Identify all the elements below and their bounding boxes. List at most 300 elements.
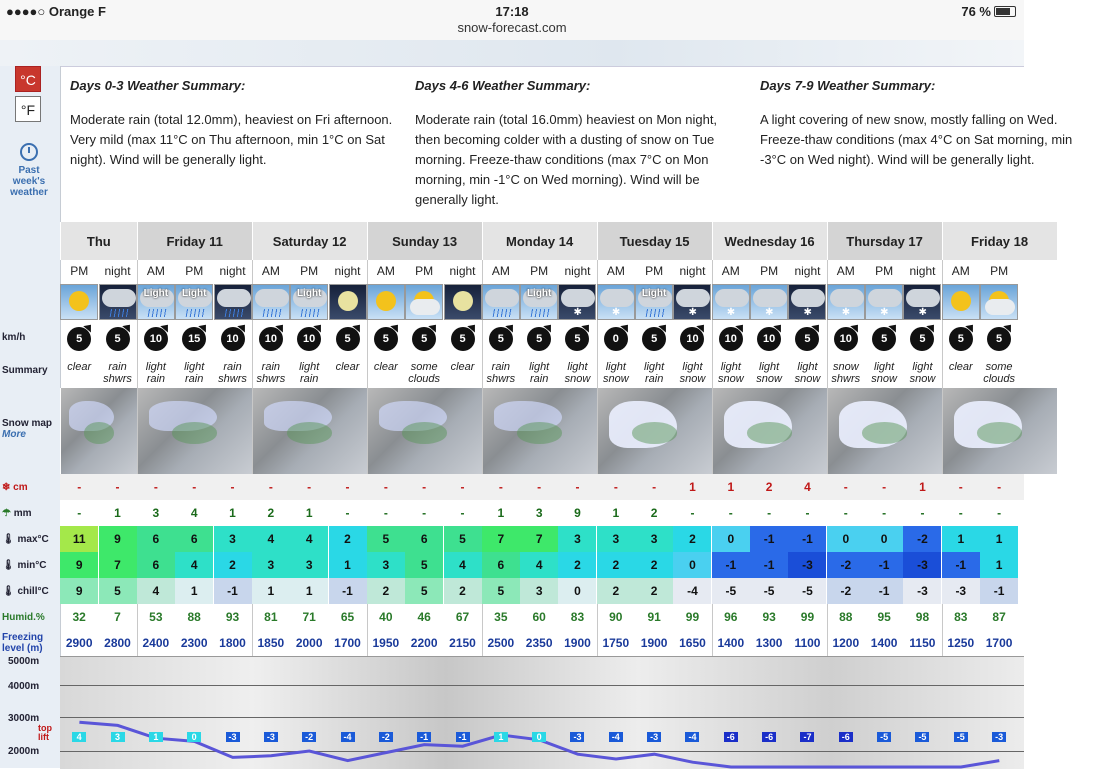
day-header: Saturday 12 [252, 222, 367, 260]
top-lift-temp: 1 [149, 732, 163, 742]
max-temp-label: 🌡 max°C [2, 534, 49, 545]
period-label: AM [146, 264, 165, 278]
weather-icon [99, 284, 137, 320]
celsius-toggle[interactable]: °C [15, 66, 41, 92]
rain-mm-cell: - [77, 506, 82, 520]
period-label: night [794, 264, 821, 278]
rain-mm-cell: 1 [305, 506, 313, 520]
wind-arrow-icon: 10 [680, 327, 704, 351]
snow-map-thumbnail[interactable] [252, 388, 367, 474]
chill-temp-cell: -5 [712, 578, 750, 604]
max-temp-cell: 2 [329, 526, 367, 552]
humidity-cell: 88 [839, 610, 853, 624]
period-label: night [219, 264, 246, 278]
period-label: PM [760, 264, 779, 278]
snow-map-thumbnail[interactable] [942, 388, 1057, 474]
humidity-cell: 88 [187, 610, 201, 624]
min-temp-cell: 9 [60, 552, 98, 578]
weather-phrase: light snow [909, 361, 936, 385]
humidity-cell: 7 [114, 610, 121, 624]
period-label: night [564, 264, 591, 278]
freezing-level-cell: 1800 [219, 636, 246, 650]
weather-phrase: rain shwrs [103, 361, 132, 385]
top-lift-temp: -4 [341, 732, 355, 742]
period-label: night [449, 264, 476, 278]
wind-arrow-icon: 5 [412, 327, 436, 351]
top-lift-temp: -4 [609, 732, 623, 742]
wind-arrow-icon: 10 [719, 327, 743, 351]
humidity-cell: 46 [417, 610, 431, 624]
rain-mm-cell: 2 [650, 506, 658, 520]
chart-4000-label: 4000m [8, 681, 40, 692]
min-temp-cell: 4 [444, 552, 482, 578]
snow-cm-cell: - [460, 480, 465, 494]
chill-temp-cell: 1 [290, 578, 328, 604]
rain-mm-cell: 1 [229, 506, 236, 520]
wind-arrow-icon: 15 [182, 327, 206, 351]
weather-icon [482, 284, 520, 320]
period-label: AM [606, 264, 625, 278]
weather-icon [329, 284, 367, 320]
max-temp-cell: 3 [635, 526, 673, 552]
snow-cm-cell: - [882, 480, 887, 494]
top-lift-temp: -6 [724, 732, 738, 742]
chill-temp-cell: 5 [405, 578, 443, 604]
period-label: AM [721, 264, 740, 278]
rain-mm-cell: - [422, 506, 427, 520]
top-lift-temp: -5 [877, 732, 891, 742]
wind-speed [405, 322, 443, 356]
max-temp-row [60, 526, 1024, 552]
period-label: PM [875, 264, 894, 278]
period-label: AM [261, 264, 280, 278]
weather-phrase: light rain [184, 361, 205, 385]
top-lift-temp: -3 [992, 732, 1006, 742]
page-banner [0, 40, 1024, 67]
humidity-cell: 93 [762, 610, 776, 624]
wind-speed [597, 322, 635, 356]
rain-mm-cell: - [958, 506, 963, 520]
snow-map-thumbnail[interactable] [712, 388, 827, 474]
max-temp-cell: -1 [750, 526, 788, 552]
freezing-level-cell: 2350 [525, 636, 553, 650]
weather-phrase: light rain [145, 361, 166, 385]
chill-temp-cell: 2 [367, 578, 405, 604]
wind-arrow-icon: 10 [834, 327, 858, 351]
weather-phrase: clear [948, 361, 973, 373]
freezing-level-cell: 1400 [717, 636, 745, 650]
weather-icon [214, 284, 252, 320]
chill-temp-cell: 5 [99, 578, 137, 604]
humidity-cell: 53 [149, 610, 163, 624]
min-temp-cell: 4 [520, 552, 558, 578]
humidity-cell: 83 [570, 610, 585, 624]
weather-icon: Light [137, 284, 175, 320]
rain-mm-cell: 1 [114, 506, 121, 520]
freezing-level-cell: 2200 [410, 636, 438, 650]
weather-phrase: light rain [644, 361, 665, 385]
snow-cm-cell: - [498, 480, 503, 494]
status-bar [0, 0, 1024, 40]
freezing-level-cell: 1650 [679, 636, 706, 650]
top-lift-temp: 4 [72, 732, 86, 742]
snow-cm-cell: 1 [727, 480, 735, 494]
min-temp-cell: 2 [214, 552, 252, 578]
wind-arrow-icon: 5 [489, 327, 513, 351]
weather-icon: Light [290, 284, 328, 320]
rain-mm-cell: 9 [574, 506, 581, 520]
wind-arrow-icon: 5 [527, 327, 551, 351]
max-temp-cell: 3 [597, 526, 635, 552]
wind-arrow-icon: 5 [336, 327, 360, 351]
wind-speed [252, 322, 290, 356]
min-temp-cell: -1 [865, 552, 903, 578]
rain-mm-cell: 1 [612, 506, 620, 520]
chill-temp-cell: -2 [827, 578, 865, 604]
top-lift-temp: -3 [226, 732, 240, 742]
min-temp-cell: 6 [482, 552, 520, 578]
snowmap-label[interactable]: Snow map More [2, 418, 60, 440]
wind-speed [903, 322, 941, 356]
weather-phrase: light snow [717, 361, 744, 385]
wind-arrow-icon: 5 [374, 327, 398, 351]
wind-arrow-icon: 5 [872, 327, 896, 351]
wind-arrow-icon: 10 [144, 327, 168, 351]
chill-temp-cell: 2 [444, 578, 482, 604]
chill-temp-cell: 1 [175, 578, 213, 604]
humidity-cell: 32 [72, 610, 86, 624]
weather-icon: Light [635, 284, 673, 320]
wind-arrow-icon: 0 [604, 327, 628, 351]
rain-mm-cell: - [345, 506, 350, 520]
clock-icon [20, 143, 38, 161]
day-header: Monday 14 [482, 222, 597, 260]
rain-mm-label: ☂ mm [2, 508, 32, 519]
rain-mm-cell: - [383, 506, 388, 520]
battery-icon [994, 6, 1016, 17]
freezing-level-chart [60, 656, 1024, 769]
max-temp-cell: 4 [290, 526, 328, 552]
snow-cm-cell: - [153, 480, 158, 494]
min-temp-cell: 0 [673, 552, 711, 578]
snow-map-thumbnail[interactable] [597, 388, 712, 474]
weather-icon: ✱ [558, 284, 596, 320]
weather-icon: ✱ [788, 284, 826, 320]
wind-speed [788, 322, 826, 356]
freezing-level-cell: 2400 [142, 636, 170, 650]
chill-temp-cell: 2 [597, 578, 635, 604]
summary-label: Summary [2, 365, 48, 376]
chart-2000-label: 2000m [8, 746, 40, 757]
day-header: Friday 18 [942, 222, 1057, 260]
snow-cm-cell: - [997, 480, 1002, 494]
top-lift-temp: 0 [532, 732, 546, 742]
rain-mm-cell: 3 [152, 506, 160, 520]
chill-temp-cell: 1 [252, 578, 290, 604]
top-lift-temp: -3 [264, 732, 278, 742]
max-temp-cell: 6 [137, 526, 175, 552]
wind-speed [673, 322, 711, 356]
chill-temp-cell: -1 [980, 578, 1018, 604]
snow-cm-cell: - [422, 480, 427, 494]
humidity-label: Humid.% [2, 612, 45, 623]
max-temp-cell: 0 [712, 526, 750, 552]
snow-cm-cell: - [613, 480, 618, 494]
max-temp-cell: 1 [980, 526, 1018, 552]
min-temp-cell: 3 [290, 552, 328, 578]
weather-phrase: light snow [564, 361, 591, 385]
min-temp-cell: 2 [635, 552, 673, 578]
snow-cm-row [60, 474, 1024, 500]
wind-speed [214, 322, 252, 356]
wind-speed [329, 322, 367, 356]
top-lift-temp: -6 [762, 732, 776, 742]
wind-speed [520, 322, 558, 356]
forecast-table [60, 222, 1029, 768]
freezing-level-line [60, 657, 1024, 769]
top-lift-temp: -1 [417, 732, 431, 742]
snow-cm-cell: 2 [765, 480, 773, 494]
freezing-level-cell: 1250 [947, 636, 975, 650]
wind-label: km/h [2, 332, 26, 343]
chill-temp-cell: -1 [865, 578, 903, 604]
rain-mm-cell: - [767, 506, 772, 520]
wind-arrow-icon: 5 [795, 327, 819, 351]
day-header: Friday 11 [137, 222, 252, 260]
rain-mm-cell: - [460, 506, 465, 520]
chart-5000-label: 5000m [8, 656, 40, 667]
weather-phrase: rain shwrs [218, 361, 247, 385]
snow-cm-cell: - [268, 480, 273, 494]
max-temp-cell: 0 [865, 526, 903, 552]
wind-speed [558, 322, 596, 356]
humidity-cell: 60 [532, 610, 546, 624]
max-temp-cell: 6 [175, 526, 213, 552]
snow-cm-cell: - [115, 480, 120, 494]
min-temp-cell: 2 [597, 552, 635, 578]
max-temp-cell: 5 [444, 526, 482, 552]
period-label: night [104, 264, 131, 278]
snow-cm-cell: - [192, 480, 197, 494]
chill-temp-cell: -4 [673, 578, 711, 604]
wind-speed [750, 322, 788, 356]
snow-map-thumbnail[interactable] [827, 388, 942, 474]
day-header: Tuesday 15 [597, 222, 712, 260]
weather-phrase: rain shwrs [486, 361, 516, 385]
period-label: PM [990, 264, 1009, 278]
wind-speed [827, 322, 865, 356]
min-temp-row [60, 552, 1024, 578]
period-label: AM [836, 264, 855, 278]
freezing-level-cell: 2000 [295, 636, 323, 650]
weather-icon [942, 284, 980, 320]
snow-cm-cell: - [307, 480, 312, 494]
freezing-level-cell: 1700 [334, 636, 361, 650]
humidity-cell: 91 [647, 610, 661, 624]
wind-speed [635, 322, 673, 356]
freezing-level-label: Freezing level (m) [2, 632, 44, 654]
chill-temp-label: 🌡 chill°C [2, 586, 49, 597]
summary-days-7-9: Days 7-9 Weather Summary: A light covering of new snow, mostly falling on Wed. Freeze-thaw conditions (max 4°C on Sat morning, min -3°C on Wed night). Wind will be generally light. [760, 78, 1073, 167]
min-temp-cell: 6 [137, 552, 175, 578]
weather-phrase: clear [450, 361, 475, 373]
past-weather-link[interactable]: Past week's weather [6, 143, 52, 198]
chill-temp-cell: 4 [137, 578, 175, 604]
freezing-level-cell: 1400 [870, 636, 898, 650]
min-temp-cell: -3 [788, 552, 826, 578]
carrier-label: ●●●●○ Orange F [6, 4, 106, 19]
weather-phrase: some clouds [983, 361, 1015, 385]
humidity-cell: 67 [455, 610, 470, 624]
more-link: More [2, 429, 26, 440]
top-lift-temp: -5 [915, 732, 929, 742]
min-temp-cell: 2 [558, 552, 596, 578]
wind-arrow-icon: 5 [451, 327, 475, 351]
wind-speed [942, 322, 980, 356]
wind-speed [865, 322, 903, 356]
chill-temp-cell: 0 [558, 578, 596, 604]
weather-icon: ✱ [673, 284, 711, 320]
min-temp-cell: -2 [827, 552, 865, 578]
weather-icon [252, 284, 290, 320]
min-temp-cell: 1 [980, 552, 1018, 578]
clock: 17:18 [495, 4, 529, 19]
wind-arrow-icon: 10 [259, 327, 283, 351]
snow-cm-cell: - [537, 480, 542, 494]
snow-cm-cell: - [383, 480, 388, 494]
max-temp-cell: 9 [99, 526, 137, 552]
freezing-level-cell: 2500 [487, 636, 515, 650]
weather-icon: ✱ [712, 284, 750, 320]
chill-temp-cell: 3 [520, 578, 558, 604]
day-header: Thursday 17 [827, 222, 942, 260]
weather-icon: ✱ [597, 284, 635, 320]
top-lift-temp: -6 [839, 732, 853, 742]
freezing-level-cell: 1200 [832, 636, 860, 650]
max-temp-cell: 1 [942, 526, 980, 552]
rain-mm-cell: - [805, 506, 810, 520]
freezing-level-cell: 1750 [602, 636, 630, 650]
weather-phrase: light rain [299, 361, 320, 385]
weather-icon: Light [520, 284, 558, 320]
top-lift-temp: -2 [302, 732, 316, 742]
max-temp-cell: 7 [520, 526, 558, 552]
weather-phrase: rain shwrs [256, 361, 286, 385]
weather-phrase: snow shwrs [831, 361, 861, 385]
snow-map-thumbnail[interactable] [482, 388, 597, 474]
chill-temp-row [60, 578, 1024, 604]
chill-temp-cell: -5 [750, 578, 788, 604]
max-temp-cell: 5 [367, 526, 405, 552]
min-temp-cell: -1 [712, 552, 750, 578]
wind-speed [980, 322, 1018, 356]
wind-arrow-icon: 10 [221, 327, 245, 351]
snow-cm-cell: - [843, 480, 848, 494]
rain-mm-cell: 2 [267, 506, 275, 520]
weather-icon [444, 284, 482, 320]
freezing-level-cell: 2900 [65, 636, 93, 650]
wind-arrow-icon: 5 [910, 327, 934, 351]
snow-map-thumbnail[interactable] [137, 388, 252, 474]
rain-mm-cell: 3 [535, 506, 543, 520]
humidity-cell: 95 [877, 610, 891, 624]
period-label: night [679, 264, 706, 278]
snow-cm-cell: 4 [804, 480, 811, 494]
chill-temp-cell: -3 [903, 578, 941, 604]
rain-mm-cell: - [690, 506, 695, 520]
weather-phrase: light rain [529, 361, 550, 385]
max-temp-cell: 0 [827, 526, 865, 552]
wind-speed [444, 322, 482, 356]
min-temp-label: 🌡 min°C [2, 560, 47, 571]
wind-arrow-icon: 10 [757, 327, 781, 351]
weather-icon: ✱ [827, 284, 865, 320]
wind-arrow-icon: 5 [642, 327, 666, 351]
humidity-cell: 99 [685, 610, 700, 624]
snow-cm-cell: - [652, 480, 657, 494]
top-lift-temp: -5 [954, 732, 968, 742]
period-label: PM [645, 264, 664, 278]
max-temp-cell: 3 [558, 526, 596, 552]
weather-phrase: light snow [679, 361, 706, 385]
rain-mm-row [60, 500, 1024, 526]
top-lift-temp: -2 [379, 732, 393, 742]
weather-phrase: some clouds [408, 361, 441, 385]
rain-mm-cell: - [920, 506, 925, 520]
period-label: AM [951, 264, 970, 278]
wind-speed [712, 322, 750, 356]
freezing-level-cell: 2300 [180, 636, 208, 650]
chill-temp-cell: 5 [482, 578, 520, 604]
period-label: PM [530, 264, 549, 278]
url-label[interactable]: snow-forecast.com [457, 20, 567, 35]
weather-icon: ✱ [865, 284, 903, 320]
period-label: PM [300, 264, 319, 278]
max-temp-cell: -1 [788, 526, 826, 552]
humidity-cell: 83 [954, 610, 968, 624]
weather-icon [405, 284, 443, 320]
wind-speed [60, 322, 98, 356]
min-temp-cell: 3 [252, 552, 290, 578]
min-temp-cell: -1 [942, 552, 980, 578]
min-temp-cell: 1 [329, 552, 367, 578]
snow-cm-label: ❄ cm [2, 482, 28, 493]
min-temp-cell: -3 [903, 552, 941, 578]
snow-map-thumbnail[interactable] [60, 388, 137, 474]
min-temp-cell: 4 [175, 552, 213, 578]
freezing-level-cell: 2800 [104, 636, 131, 650]
wind-speed [367, 322, 405, 356]
freezing-level-cell: 1900 [640, 636, 668, 650]
top-lift-temp: 1 [494, 732, 508, 742]
rain-mm-cell: 4 [190, 506, 198, 520]
weather-icon: Light [175, 284, 213, 320]
wind-speed [99, 322, 137, 356]
wind-arrow-icon: 5 [67, 327, 91, 351]
freezing-level-cell: 1150 [909, 636, 936, 650]
top-lift-temp: -4 [685, 732, 699, 742]
snow-map-thumbnail[interactable] [367, 388, 482, 474]
weather-phrase: light snow [602, 361, 629, 385]
humidity-cell: 65 [340, 610, 355, 624]
snow-cm-cell: 1 [689, 480, 696, 494]
period-label: PM [185, 264, 204, 278]
freezing-level-row [60, 630, 1024, 656]
wind-arrow-icon: 5 [106, 327, 130, 351]
period-label: PM [415, 264, 434, 278]
chill-temp-cell: 2 [635, 578, 673, 604]
fahrenheit-toggle[interactable]: °F [15, 96, 41, 122]
